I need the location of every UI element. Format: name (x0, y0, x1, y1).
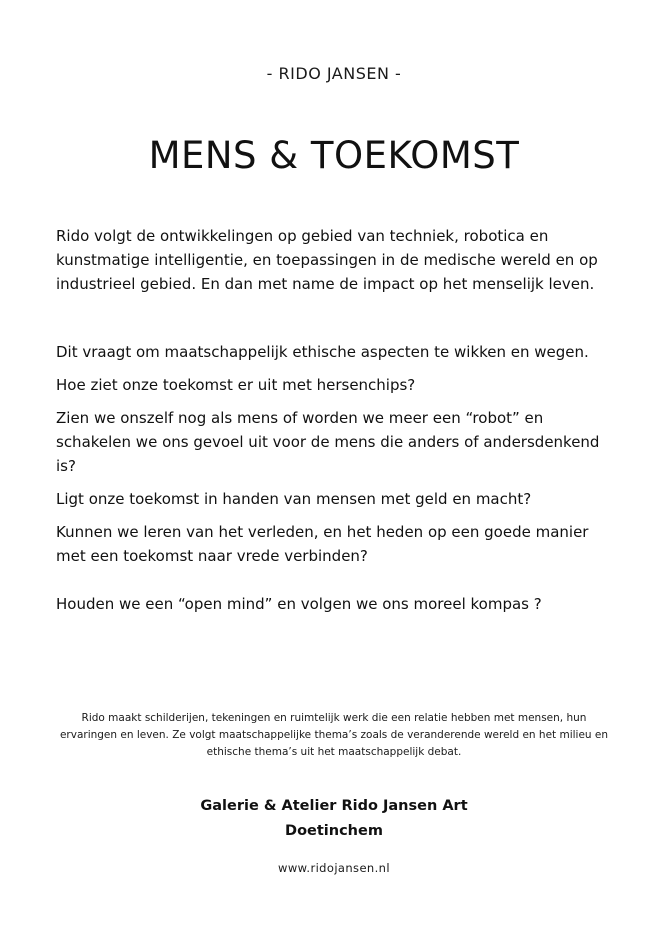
question-paragraph: Zien we onszelf nog als mens of worden we meer een “robot” en schakelen we ons gevoel uit voor de mens die anders of andersdenkend is? (56, 409, 600, 475)
question-paragraph: Kunnen we leren van het verleden, en het heden op een goede manier met een toekomst naar vrede verbinden? (56, 523, 589, 565)
gallery-city: Doetinchem (285, 823, 383, 839)
website-link[interactable]: www.ridojansen.nl (278, 861, 390, 875)
gallery-name: Galerie & Atelier Rido Jansen Art (200, 798, 468, 814)
gallery-info (0, 794, 668, 844)
artist-kicker: - RIDO JANSEN - (266, 64, 402, 83)
question-paragraph: Hoe ziet onze toekomst er uit met hersenchips? (56, 376, 416, 394)
questions-block (56, 340, 616, 577)
page-title: MENS & TOEKOMST (148, 134, 520, 177)
intro-paragraph: Rido volgt de ontwikkelingen op gebied van techniek, robotica en kunstmatige intelligentie, en toepassingen in de medische wereld en op industrieel gebied. En dan met name de impact op het menselijk leven. (56, 227, 598, 293)
about-artist-text: Rido maakt schilderijen, tekeningen en ruimtelijk werk die een relatie hebben met mensen, hun ervaringen en leven. Ze volgt maatschappelijke thema’s zoals de veranderende wereld en het milieu en ethische thema’s uit het maatschappelijk debat. (59, 712, 609, 758)
question-paragraph: Dit vraagt om maatschappelijk ethische aspecten te wikken en wegen. (56, 343, 589, 361)
question-paragraph: Ligt onze toekomst in handen van mensen met geld en macht? (56, 490, 532, 508)
closing-question: Houden we een “open mind” en volgen we ons moreel kompas ? (56, 595, 542, 613)
